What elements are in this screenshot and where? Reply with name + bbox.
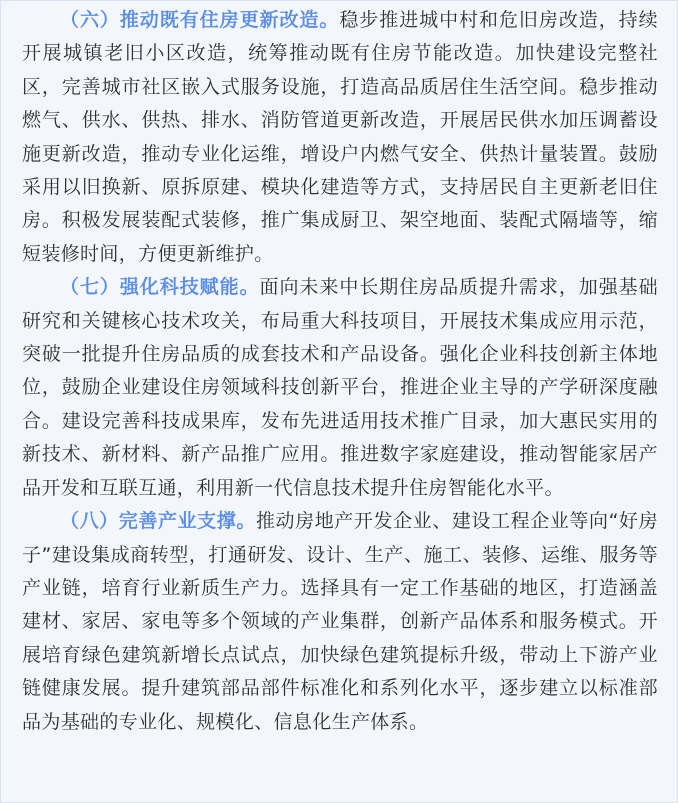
section-heading-8: （八）完善产业支撑。 <box>60 510 256 533</box>
section-heading-7: （七）强化科技赋能。 <box>60 276 260 299</box>
section-body-6: 稳步推进城中村和危旧房改造，持续开展城镇老旧小区改造，统筹推动既有住房节能改造。加快建设完整社区，完善城市社区嵌入式服务设施，打造高品质居住生活空间。稳步推动燃气、供水、供热、排水、消防管道更新改造，开展居民供水加压调蓄设施更新改造，推动专业化运维，增设户内燃气安全、供热计量装置。鼓励采用以旧换新、原拆原建、模块化建造等方式，支持居民自主更新老旧住房。积极发展装配式装修，推广集成厨卫、架空地面、装配式隔墙等，缩短装修时间，方便更新维护。 <box>22 9 658 265</box>
paragraph-section-8 <box>22 505 658 739</box>
paragraph-section-6 <box>22 4 658 271</box>
section-body-8: 推动房地产开发企业、建设工程企业等向“好房子”建设集成商转型，打通研发、设计、生产、施工、装修、运维、服务等产业链，培育行业新质生产力。选择具有一定工作基础的地区，打造涵盖建材、家居、家电等多个领域的产业集群，创新产品体系和服务模式。开展培育绿色建筑新增长点试点，加快绿色建筑提标升级，带动上下游产业链健康发展。提升建筑部品部件标准化和系列化水平，逐步建立以标准部品为基础的专业化、规模化、信息化生产体系。 <box>22 510 658 733</box>
article-body <box>22 4 658 739</box>
section-heading-6: （六）推动既有住房更新改造。 <box>60 9 340 31</box>
section-body-7: 面向未来中长期住房品质提升需求，加强基础研究和关键核心技术攻关，布局重大科技项目，开展技术集成应用示范，突破一批提升住房品质的成套技术和产品设备。强化企业科技创新主体地位，鼓励企业建设住房领域科技创新平台，推进企业主导的产学研深度融合。建设完善科技成果库，发布先进适用技术推广目录，加大惠民实用的新技术、新材料、新产品推广应用。推进数字家庭建设，推动智能家居产品开发和互联互通，利用新一代信息技术提升住房智能化水平。 <box>22 276 658 499</box>
paragraph-section-7 <box>22 271 658 505</box>
